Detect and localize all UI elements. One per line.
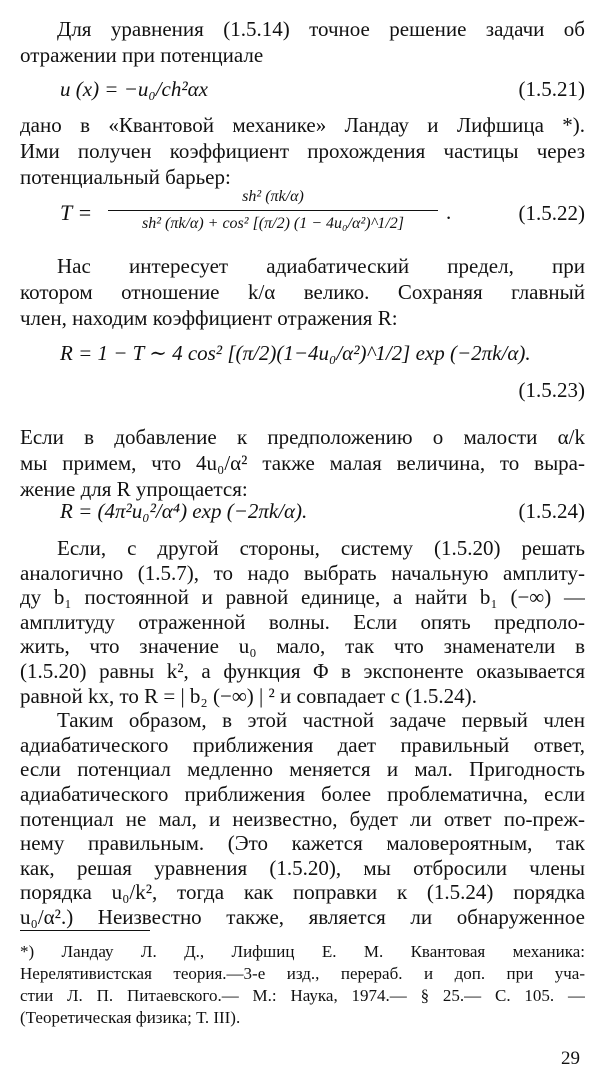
footnote-line: *) Ландау Л. Д., Лифшиц Е. М. Квантовая механика: bbox=[20, 942, 585, 961]
text-line: потенциал не мал, и неизвестно, будет ли ответ по-преж- bbox=[20, 806, 585, 831]
footnote-line: Нерелятивистская теория.—3-е изд., перераб. и доп. при уча- bbox=[20, 964, 585, 983]
fraction-denominator: sh² (πk/α) + cos² [(π/2) (1 − 4u₀/α²)^1/2] bbox=[142, 215, 404, 232]
text-line: мы примем, что 4u₀/α² также малая величина, то выра- bbox=[20, 451, 585, 475]
fraction-bar bbox=[108, 210, 438, 211]
text-line: Нас интересует адиабатический предел, при bbox=[57, 254, 585, 278]
text-line: Если, с другой стороны, систему (1.5.20) решать bbox=[57, 536, 585, 560]
text-line: Для уравнения (1.5.14) точное решение задачи об bbox=[57, 17, 585, 41]
text-line: нему правильным. (Это кажется маловероятным, так bbox=[20, 831, 585, 856]
fraction-numerator: sh² (πk/α) bbox=[242, 188, 304, 205]
equation-period: . bbox=[446, 200, 452, 224]
footnote-line: стии Л. П. Питаевского.— М.: Наука, 1974.— § 25.— С. 105. — bbox=[20, 986, 585, 1005]
text-line: отражении при потенциале bbox=[20, 43, 264, 67]
text-line: Ими получен коэффициент прохождения частицы через bbox=[20, 139, 585, 163]
footnote-line: (Теоретическая физика; Т. III). bbox=[20, 1008, 241, 1027]
text-line: Таким образом, в этой частной задаче первый член bbox=[57, 708, 585, 733]
text-line: жение для R упрощается: bbox=[20, 477, 248, 501]
equation-number: (1.5.21) bbox=[518, 77, 585, 101]
text-line: член, находим коэффициент отражения R: bbox=[20, 306, 398, 330]
text-line: жить, что значение u₀ мало, так что знаменатели в bbox=[20, 634, 585, 659]
text-line: амплитуду отраженной волны. Если опять предполо- bbox=[20, 609, 585, 634]
equation-number: (1.5.23) bbox=[518, 378, 585, 402]
text-line: если потенциал медленно меняется и мал. Пригодность bbox=[20, 757, 585, 782]
text-line: u₀/α².) Неизвестно также, является ли обнаруженное bbox=[20, 905, 585, 929]
text-line: потенциальный барьер: bbox=[20, 165, 231, 189]
text-line: порядка u₀/k², тогда как поправки к (1.5.24) порядка bbox=[20, 880, 585, 905]
text-line: ду b₁ постоянной и равной единице, а найти b₁ (−∞) — bbox=[20, 585, 585, 610]
text-line: (1.5.20) равны k², а функция Φ в экспоненте оказывается bbox=[20, 659, 585, 683]
text-line: Если в добавление к предположению о малости α/k bbox=[20, 425, 585, 449]
equation-1-5-24: R = (4π²u₀²/α⁴) exp (−2πk/α). bbox=[60, 499, 308, 523]
text-line: равной kx, то R = | b₂ (−∞) | ² и совпадает с (1.5.24). bbox=[20, 683, 477, 708]
equation-fraction bbox=[108, 186, 438, 235]
equation-number: (1.5.22) bbox=[518, 201, 585, 225]
equation-lhs: T = bbox=[60, 200, 93, 225]
text-line: адиабатического приближения дает правильный ответ, bbox=[20, 732, 585, 757]
text-line: аналогично (1.5.7), то надо выбрать начальную амплиту- bbox=[20, 560, 585, 585]
text-line: дано в «Квантовой механике» Ландау и Лифшица *). bbox=[20, 113, 585, 137]
text-line: как, решая уравнения (1.5.20), мы отбросили члены bbox=[20, 855, 585, 880]
footnote-rule bbox=[20, 930, 150, 931]
text-line: котором отношение k/α велико. Сохраняя главный bbox=[20, 280, 585, 304]
equation-number: (1.5.24) bbox=[518, 499, 585, 523]
equation-1-5-23: R = 1 − T ∼ 4 cos² [(π/2)(1−4u₀/α²)^1/2] exp (−2πk/α). bbox=[60, 341, 531, 365]
text-line: адиабатического приближения более проблематична, если bbox=[20, 782, 585, 806]
page-number: 29 bbox=[561, 1048, 580, 1069]
equation-1-5-21: u (x) = −u₀/ch²αx bbox=[60, 77, 208, 101]
